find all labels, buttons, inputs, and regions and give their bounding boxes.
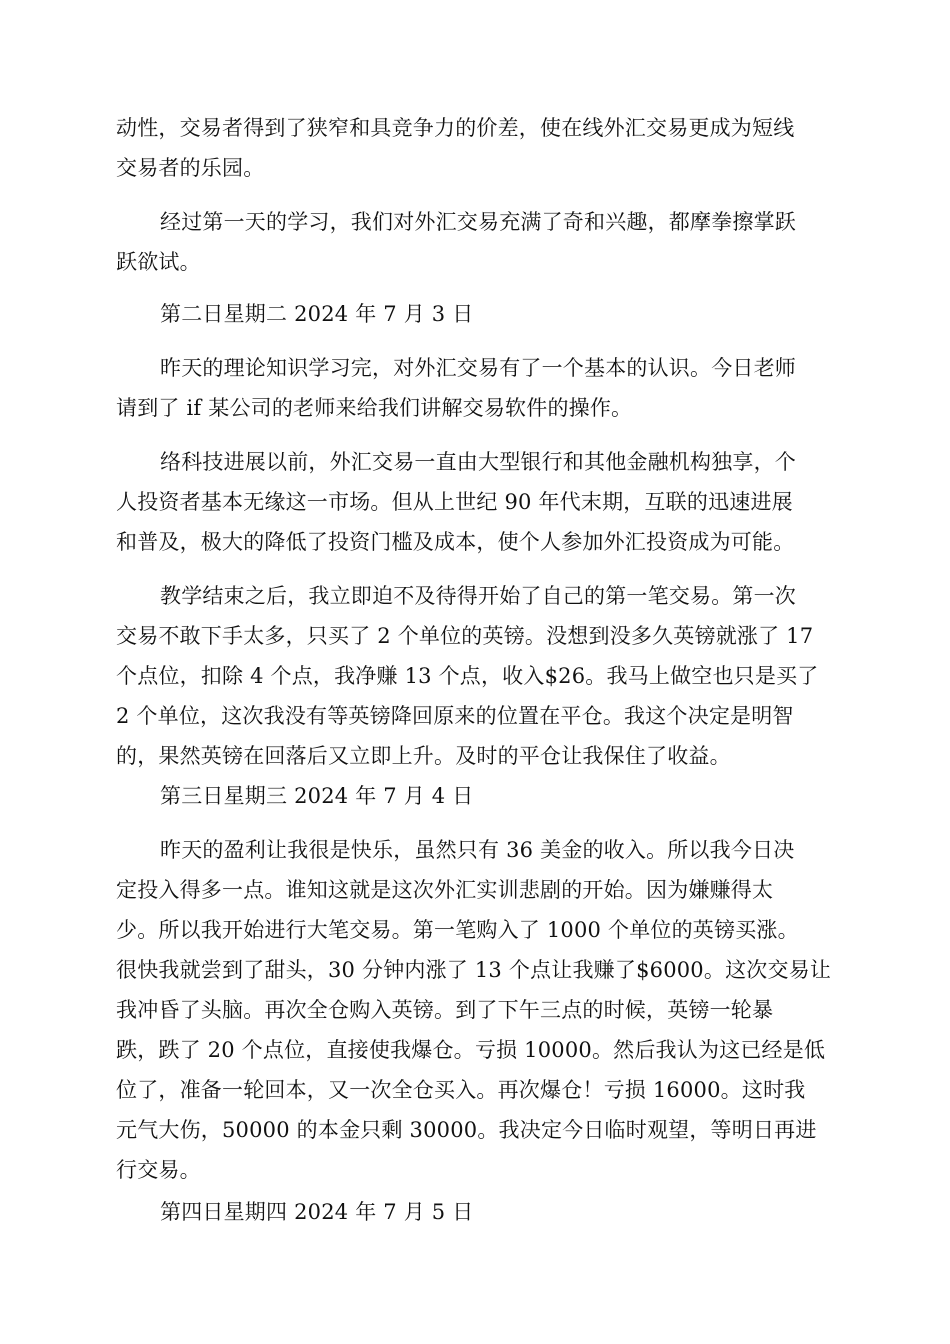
- text-line: 行交易。: [116, 1158, 201, 1182]
- text-line: 少。所以我开始进行大笔交易。第一笔购入了 1000 个单位的英镑买涨。: [116, 918, 799, 942]
- text-line: 位了，准备一轮回本，又一次全仓买入。再次爆仓！亏损 16000。这时我: [116, 1078, 806, 1102]
- text-line: 定投入得多一点。谁知这就是这次外汇实训悲剧的开始。因为嫌赚得太: [116, 878, 774, 902]
- paragraph: [116, 830, 836, 1190]
- heading-line: 第三日星期三 2024 年 7 月 4 日: [160, 784, 474, 808]
- text-line: 元气大伤，50000 的本金只剩 30000。我决定今日临时观望，等明日再进: [116, 1118, 817, 1142]
- section-heading: [116, 1192, 836, 1232]
- paragraph: [116, 576, 836, 776]
- text-line: 人投资者基本无缘这一市场。但从上世纪 90 年代末期，互联的迅速进展: [116, 490, 793, 514]
- text-line: 交易不敢下手太多，只买了 2 个单位的英镑。没想到没多久英镑就涨了 17: [116, 624, 814, 648]
- text-line: 络科技进展以前，外汇交易一直由大型银行和其他金融机构独享，个: [160, 450, 796, 474]
- text-line: 动性，交易者得到了狭窄和具竞争力的价差，使在线外汇交易更成为短线: [116, 116, 795, 140]
- text-line: 经过第一天的学习，我们对外汇交易充满了奇和兴趣，都摩拳擦掌跃: [160, 210, 796, 234]
- text-line: 跃欲试。: [116, 250, 201, 274]
- text-line: 的，果然英镑在回落后又立即上升。及时的平仓让我保住了收益。: [116, 744, 731, 768]
- text-line: 个点位，扣除 4 个点，我净赚 13 个点，收入$26。我马上做空也只是买了: [116, 664, 819, 688]
- text-line: 2 个单位，这次我没有等英镑降回原来的位置在平仓。我这个决定是明智: [116, 704, 794, 728]
- text-line: 跌，跌了 20 个点位，直接使我爆仓。亏损 10000。然后我认为这已经是低: [116, 1038, 826, 1062]
- section-heading: [116, 294, 836, 334]
- heading-line: 第四日星期四 2024 年 7 月 5 日: [160, 1200, 474, 1224]
- section-heading: [116, 776, 836, 816]
- paragraph: [116, 202, 836, 282]
- paragraph: [116, 442, 836, 562]
- paragraph: [116, 348, 836, 428]
- heading-line: 第二日星期二 2024 年 7 月 3 日: [160, 302, 474, 326]
- text-line: 教学结束之后，我立即迫不及待得开始了自己的第一笔交易。第一次: [160, 584, 796, 608]
- text-line: 和普及，极大的降低了投资门槛及成本，使个人参加外汇投资成为可能。: [116, 530, 795, 554]
- text-line: 请到了 if 某公司的老师来给我们讲解交易软件的操作。: [116, 396, 633, 420]
- text-line: 昨天的盈利让我很是快乐，虽然只有 36 美金的收入。所以我今日决: [160, 838, 795, 862]
- paragraph: [116, 108, 836, 188]
- text-line: 昨天的理论知识学习完，对外汇交易有了一个基本的认识。今日老师: [160, 356, 796, 380]
- text-line: 很快我就尝到了甜头，30 分钟内涨了 13 个点让我赚了$6000。这次交易让: [116, 958, 832, 982]
- text-line: 交易者的乐园。: [116, 156, 265, 180]
- text-line: 我冲昏了头脑。再次全仓购入英镑。到了下午三点的时候，英镑一轮暴: [116, 998, 774, 1022]
